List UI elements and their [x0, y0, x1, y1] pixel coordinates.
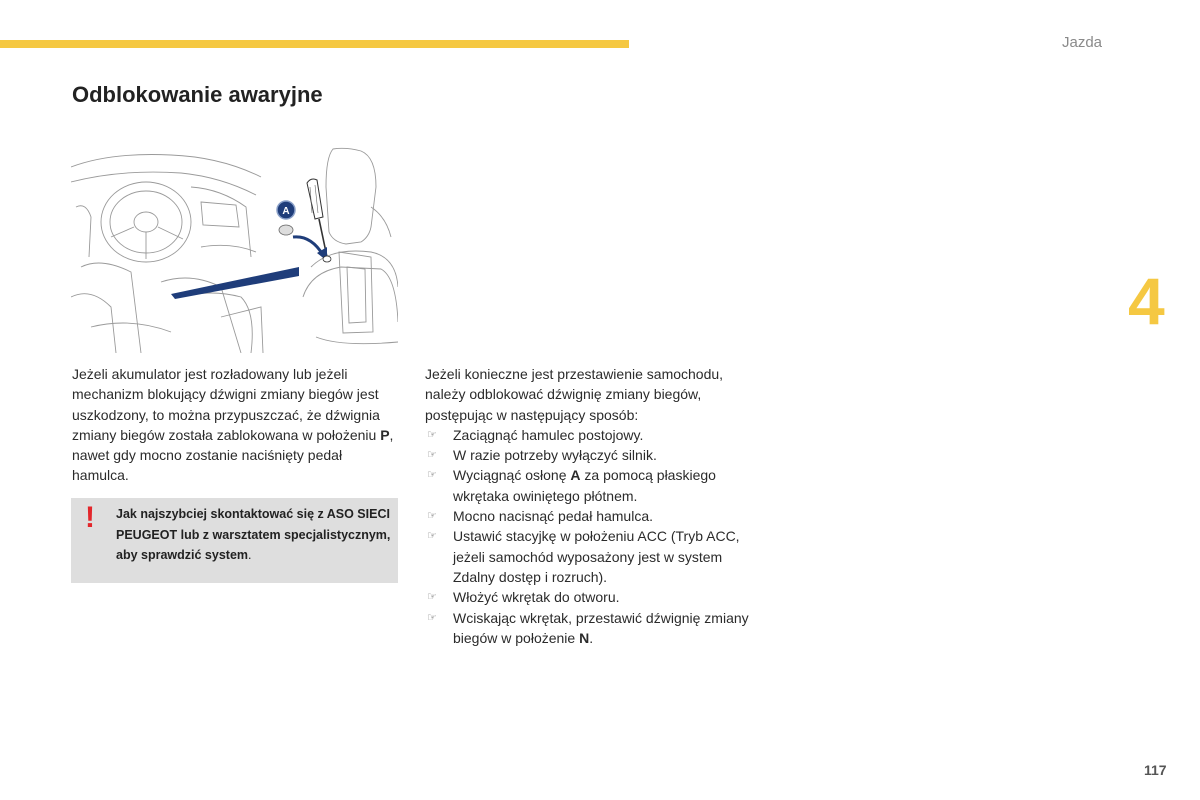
- pointing-hand-icon: ☞: [427, 428, 437, 441]
- step-text-start: Wciskając wkrętak, przestawić dźwignię zmiany biegów w położenie: [453, 609, 749, 646]
- callout-a-label: A: [282, 206, 290, 217]
- step-item: [425, 526, 755, 587]
- intro-text-end: , nawet gdy mocno zostanie naciśnięty pedał hamulca.: [72, 426, 394, 484]
- pointing-hand-icon: ☞: [427, 591, 437, 604]
- pointing-hand-icon: ☞: [427, 530, 437, 543]
- position-p: P: [380, 426, 390, 443]
- step-text: W razie potrzeby wyłączyć silnik.: [453, 447, 657, 464]
- step-item: [425, 425, 755, 445]
- procedure-section: [425, 364, 755, 648]
- step-text: Zaciągnąć hamulec postojowy.: [453, 426, 644, 443]
- step-text-start: Wyciągnąć osłonę: [453, 467, 571, 484]
- chapter-number: 4: [1128, 264, 1165, 338]
- procedure-intro: Jeżeli konieczne jest przestawienie samochodu, należy odblokować dźwignię zmiany biegów, postępując w następujący sposób:: [425, 366, 724, 423]
- warning-exclamation-icon: !: [85, 501, 95, 534]
- page-number: 117: [1144, 762, 1167, 778]
- intro-paragraph: [72, 364, 402, 486]
- pointing-hand-icon: ☞: [427, 611, 437, 624]
- intro-text-start: Jeżeli akumulator jest rozładowany lub jeżeli mechanizm blokujący dźwigni zmiany biegów jest uszkodzony, to można przypuszczać, że dźwignia zmiany biegów została zablokowana w położeniu: [72, 366, 381, 443]
- step-item: [425, 506, 755, 526]
- step-bold-n: N: [579, 629, 590, 646]
- pointing-hand-icon: ☞: [427, 469, 437, 482]
- step-text-end: za pomocą płaskiego wkrętaka owiniętego płótnem.: [453, 467, 716, 504]
- procedure-steps: [425, 425, 755, 648]
- page-title: Odblokowanie awaryjne: [72, 82, 323, 107]
- gear-lever-illustration: [71, 147, 398, 353]
- step-text: Włożyć wkrętak do otworu.: [453, 589, 620, 606]
- step-text: Mocno nacisnąć pedał hamulca.: [453, 508, 654, 525]
- warning-end: .: [248, 548, 252, 562]
- warning-message: Jak najszybciej skontaktować się z ASO SIECI PEUGEOT lub z warsztatem specjalistycznym, aby sprawdzić system: [116, 507, 391, 562]
- step-item: [425, 608, 755, 649]
- step-item: [425, 587, 755, 607]
- warning-box: [71, 498, 398, 583]
- step-item: [425, 465, 755, 506]
- section-name: Jazda: [1062, 34, 1103, 51]
- step-bold-a: A: [570, 467, 581, 484]
- warning-text: [116, 504, 391, 566]
- step-text-end: .: [589, 629, 594, 646]
- header-accent-bar: [0, 40, 629, 48]
- step-text: Ustawić stacyjkę w położeniu ACC (Tryb ACC, jeżeli samochód wyposażony jest w system Zdalny dostęp i rozruch).: [453, 528, 740, 585]
- cover-a-icon: [279, 225, 293, 235]
- step-item: [425, 445, 755, 465]
- pointing-hand-icon: ☞: [427, 510, 437, 523]
- pointing-hand-icon: ☞: [427, 449, 437, 462]
